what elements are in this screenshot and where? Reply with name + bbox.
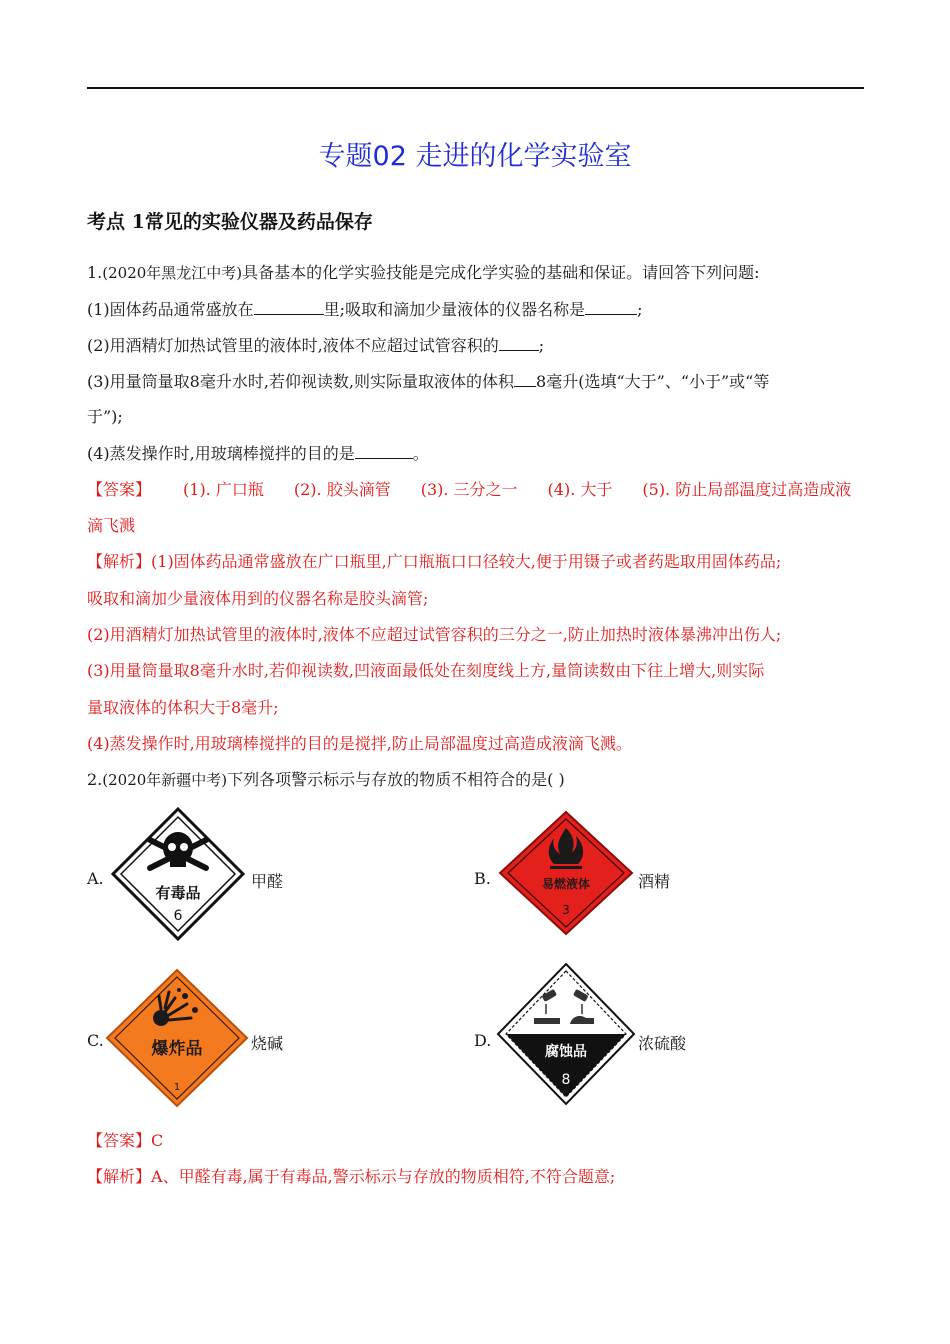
q1-part4-text-b: 。 [412,444,429,463]
answer-label: 【答案】 [87,480,152,499]
option-d-sign-text: 腐蚀品 [545,1044,587,1060]
q2-analysis-label: 【解析】 [87,1167,152,1186]
q1-blank-1[interactable] [254,299,324,315]
toxic-sign-icon [110,806,246,942]
analysis-label: 【解析】 [87,552,152,571]
q1-answer-cont: 滴飞溅 [87,516,136,535]
option-a-substance: 甲醛 [251,872,284,891]
q2-source: (2020年新疆中考) [102,771,228,789]
flammable-sign-icon [498,810,634,936]
q1-part2 [87,335,544,356]
q1-answer-5: (5). 防止局部温度过高造成液 [642,480,852,499]
corrosive-sign-icon [496,962,636,1106]
q1-answer-3: (3). 三分之一 [420,480,518,499]
option-d-substance: 浓硫酸 [638,1034,687,1053]
option-b-letter[interactable]: B. [474,869,491,888]
option-b-substance: 酒精 [638,872,671,891]
option-a-letter[interactable]: A. [87,869,104,888]
q2-number: 2. [87,770,103,789]
option-c-substance: 烧碱 [251,1034,284,1053]
option-c-sign-number: 1 [173,1082,181,1093]
q1-analysis-5: 量取液体的体积大于8毫升; [87,698,279,717]
q1-part3-text-a: (3)用量筒量取8毫升水时,若仰视读数,则实际量取液体的体积 [87,372,515,391]
q1-part1 [87,299,642,320]
q2-analysis-text: A、甲醛有毒,属于有毒品,警示标示与存放的物质相符,不符合题意; [151,1167,616,1186]
q1-blank-4[interactable] [514,371,536,387]
option-b-sign-number: 3 [562,903,570,917]
q1-source: (2020年黑龙江中考) [102,264,243,282]
q1-answer [87,480,851,500]
q1-analysis-2: 吸取和滴加少量液体用到的仪器名称是胶头滴管; [87,589,429,608]
q1-stem [87,263,760,283]
q1-part2-text-a: (2)用酒精灯加热试管里的液体时,液体不应超过试管容积的 [87,336,499,355]
q1-stem-text: 具备基本的化学实验技能是完成化学实验的基础和保证。请回答下列问题: [242,263,760,282]
q1-part1-text-c: ; [637,300,643,319]
q1-analysis-text-1: (1)固体药品通常盛放在广口瓶里,广口瓶瓶口口径较大,便于用镊子或者药匙取用固体药品; [151,552,782,571]
option-c-letter[interactable]: C. [87,1031,104,1050]
q1-answer-2: (2). 胶头滴管 [293,480,391,499]
q1-answer-1: (1). 广口瓶 [183,480,264,499]
q1-part3-cont: 于”); [87,407,123,426]
q1-part3 [87,371,769,392]
page-title: 专题02 走进的化学实验室 [318,141,632,172]
q1-part1-text-b: 里;吸取和滴加少量液体的仪器名称是 [323,300,586,319]
q2-stem-text: 下列各项警示标示与存放的物质不相符合的是( ) [227,770,565,789]
q1-answer-4: (4). 大于 [547,480,613,499]
q2-analysis [87,1167,615,1187]
q1-part4-text-a: (4)蒸发操作时,用玻璃棒搅拌的目的是 [87,444,355,463]
q2-answer [87,1131,163,1151]
option-a-sign-text: 有毒品 [155,884,201,902]
q1-analysis-6: (4)蒸发操作时,用玻璃棒搅拌的目的是搅拌,防止局部温度过高造成液滴飞溅。 [87,734,632,753]
q1-analysis-1 [87,552,781,572]
q2-stem [87,770,565,790]
section-heading: 考点 1常见的实验仪器及药品保存 [87,211,373,233]
q1-blank-3[interactable] [499,335,539,351]
option-d-sign-number: 8 [561,1072,571,1088]
option-c-sign-text: 爆炸品 [151,1039,203,1059]
q1-blank-5[interactable] [355,443,413,459]
q1-analysis-4: (3)用量筒量取8毫升水时,若仰视读数,凹液面最低处在刻度线上方,量筒读数由下往上增大,则实际 [87,661,765,680]
q1-analysis-3: (2)用酒精灯加热试管里的液体时,液体不应超过试管容积的三分之一,防止加热时液体暴沸冲出伤人; [87,625,782,644]
q1-part3-text-b: 8毫升(选填“大于”、“小于”或“等 [536,372,770,391]
q1-part4 [87,443,429,464]
q1-part2-text-b: ; [538,336,545,355]
explosive-sign-icon [105,968,249,1108]
q2-answer-value: C [151,1131,164,1150]
q1-blank-2[interactable] [585,299,637,315]
option-d-letter[interactable]: D. [474,1031,492,1050]
option-a-sign-number: 6 [173,908,183,924]
header-rule [87,87,864,89]
q1-part1-text-a: (1)固体药品通常盛放在 [87,300,254,319]
q1-number: 1. [87,263,103,282]
q2-answer-label: 【答案】 [87,1131,152,1150]
option-b-sign-text: 易燃液体 [541,877,591,891]
